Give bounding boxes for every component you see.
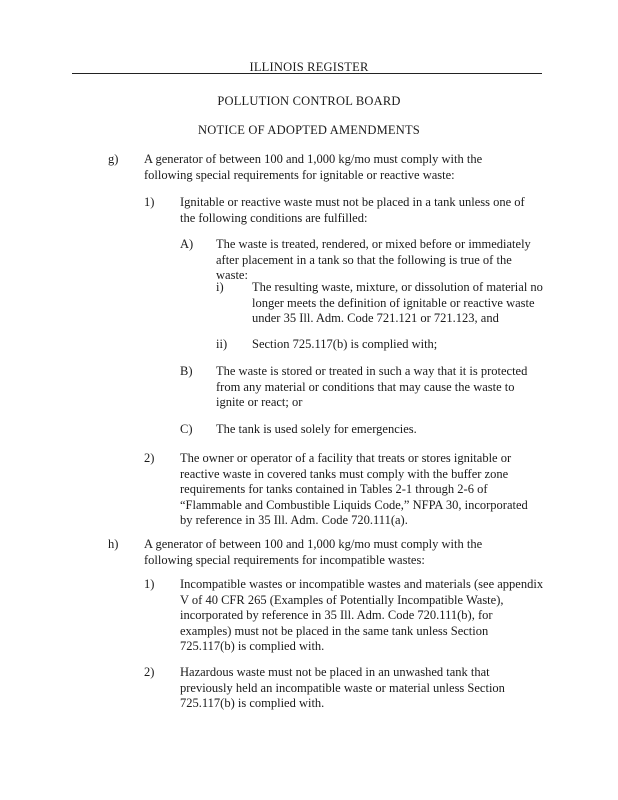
section-g-text: A generator of between 100 and 1,000 kg/mo must comply with the following special requirements for ignitable or reactive waste: [144, 152, 483, 182]
g1-label: 1) [144, 195, 155, 209]
h2-label: 2) [144, 665, 155, 679]
g1Aii-label: ii) [216, 337, 228, 351]
g1Ai-text: The resulting waste, mixture, or dissolution of material no longer meets the definition of ignitable or reactive waste under 35 Ill. Adm. Code 721.121 or 721.123, and [252, 280, 543, 325]
g1B-label: B) [180, 364, 193, 378]
section-g-label: g) [108, 152, 119, 166]
g2-label: 2) [144, 451, 155, 465]
h1-label: 1) [144, 577, 155, 591]
section-h-text: A generator of between 100 and 1,000 kg/mo must comply with the following special requirements for incompatible wastes: [144, 537, 483, 567]
g1C-label: C) [180, 422, 193, 436]
g1A-label: A) [180, 237, 194, 251]
register-title: ILLINOIS REGISTER [249, 60, 369, 74]
board-title: POLLUTION CONTROL BOARD [217, 94, 401, 108]
h2-text: Hazardous waste must not be placed in an unwashed tank that previously held an incompatible waste or material unless Section 725.117(b) is complied with. [180, 665, 505, 710]
g2-text: The owner or operator of a facility that treats or stores ignitable or reactive waste in covered tanks must comply with the buffer zone requirements for tanks contained in Tables 2-1 through 2-6 of “Flammable and Combustible Liquids Code,” NFPA 30, incorporated by reference in 35 Ill. Adm. Code 720.111(a). [180, 451, 528, 527]
g1Ai-label: i) [216, 280, 224, 294]
g1Aii-text: Section 725.117(b) is complied with; [252, 337, 438, 351]
section-h-label: h) [108, 537, 119, 551]
h1-text: Incompatible wastes or incompatible wastes and materials (see appendix V of 40 CFR 265 (Examples of Potentially Incompatible Waste), incorporated by reference in 35 Ill. Adm. Code 720.111(b), for examples) must not be placed in the same tank unless Section 725.117(b) is complied with. [180, 577, 544, 653]
g1C-text: The tank is used solely for emergencies. [216, 422, 417, 436]
g1-text: Ignitable or reactive waste must not be placed in a tank unless one of the following conditions are fulfilled: [180, 195, 525, 225]
g1A-text: The waste is treated, rendered, or mixed before or immediately after placement in a tank so that the following is true of the waste: [216, 237, 531, 282]
g1B-text: The waste is stored or treated in such a way that it is protected from any material or conditions that may cause the waste to ignite or react; or [216, 364, 528, 409]
notice-title: NOTICE OF ADOPTED AMENDMENTS [198, 123, 420, 137]
